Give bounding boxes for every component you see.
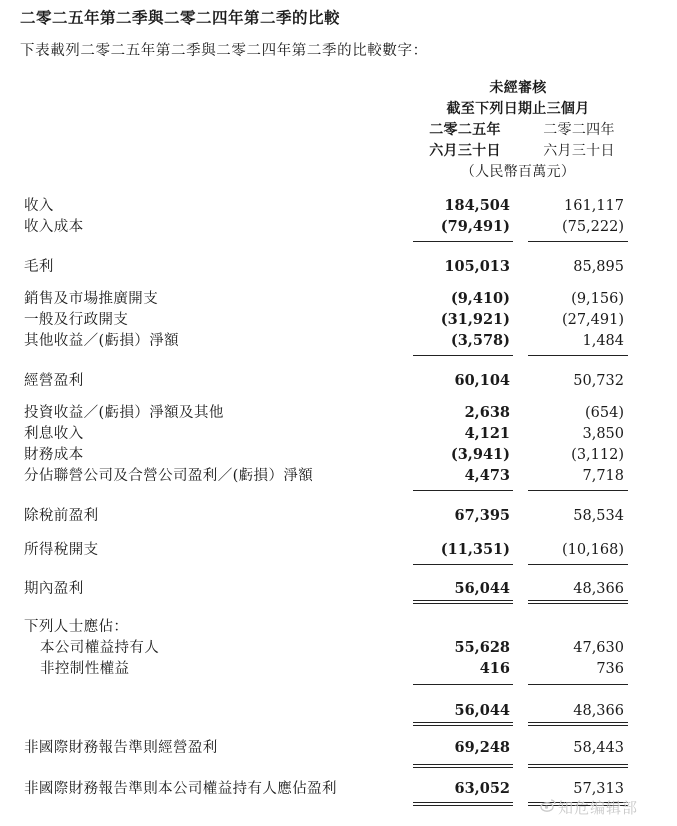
section-title: 二零二五年第二季與二零二四年第二季的比較 [20,8,341,27]
row-value-2025-income-tax: (11,351) [440,541,510,558]
double-underline [528,722,628,723]
row-label-non-controlling: 非控制性權益 [40,661,130,677]
double-underline [413,767,513,768]
row-value-2024-non-ifrs-attributable-profit: 57,313 [573,781,624,797]
row-label-cost-of-revenue: 收入成本 [24,219,84,235]
row-value-2024-interest-income: 3,850 [582,426,624,442]
audit-label: 未經審核 [489,80,547,96]
row-value-2025-interest-income: 4,121 [464,425,510,442]
row-value-2025-attributable-total: 56,044 [454,702,510,719]
row-value-2025-profit-before-tax: 67,395 [454,507,510,524]
row-value-2024-revenue: 161,117 [564,198,624,214]
double-underline [413,805,513,806]
unit-label: （人民幣百萬元） [460,164,576,180]
row-value-2025-revenue: 184,504 [444,197,510,214]
col1-date: 六月三十日 [429,143,501,159]
row-label-gross-profit: 毛利 [24,259,54,275]
row-value-2024-other-gains: 1,484 [582,333,624,349]
row-label-non-ifrs-operating-profit: 非國際財務報告準則經營盈利 [24,740,218,756]
row-value-2024-admin-expenses: (27,491) [561,312,624,328]
double-underline [528,603,628,604]
double-underline [413,722,513,723]
row-value-2024-investment-gains: (654) [585,405,624,421]
row-value-2025-operating-profit: 60,104 [454,372,510,389]
intro-text: 下表載列二零二五年第二季與二零二四年第二季的比較數字： [20,43,428,59]
col2-year: 二零二四年 [543,122,615,138]
row-label-admin-expenses: 一般及行政開支 [24,312,129,328]
double-underline [528,725,628,726]
col1-year: 二零二五年 [429,122,501,138]
row-label-non-ifrs-attributable-profit: 非國際財務報告準則本公司權益持有人應佔盈利 [24,781,337,797]
subtotal-line [528,684,628,685]
row-value-2025-cost-of-revenue: (79,491) [440,218,510,235]
row-value-2024-equity-holders: 47,630 [573,640,624,656]
col2-date: 六月三十日 [543,143,615,159]
row-value-2025-non-controlling: 416 [479,660,510,677]
row-value-2024-profit-for-period: 48,366 [573,581,624,597]
double-underline [413,600,513,601]
row-value-2024-attributable-total: 48,366 [573,703,624,719]
subtotal-line [413,490,513,491]
row-label-revenue: 收入 [24,198,54,214]
double-underline [528,764,628,765]
row-label-attributable-to: 下列人士應佔： [24,619,129,635]
row-label-profit-before-tax: 除稅前盈利 [24,508,99,524]
row-value-2024-finance-costs: (3,112) [571,447,624,463]
row-value-2025-other-gains: (3,578) [450,332,510,349]
subtotal-line [413,684,513,685]
row-label-investment-gains: 投資收益／(虧損）淨額及其他 [24,405,224,421]
row-value-2025-admin-expenses: (31,921) [440,311,510,328]
row-value-2024-selling-expenses: (9,156) [571,291,624,307]
row-label-share-of-associates: 分佔聯營公司及合營公司盈利／(虧損）淨額 [24,468,314,484]
row-label-interest-income: 利息收入 [24,426,84,442]
row-value-2025-gross-profit: 105,013 [444,258,510,275]
weibo-icon [540,797,556,813]
row-value-2025-non-ifrs-operating-profit: 69,248 [454,739,510,756]
row-value-2024-share-of-associates: 7,718 [582,468,624,484]
row-value-2025-selling-expenses: (9,410) [450,290,510,307]
row-value-2024-operating-profit: 50,732 [573,373,624,389]
row-label-profit-for-period: 期內盈利 [24,581,84,597]
row-value-2024-income-tax: (10,168) [561,542,624,558]
row-label-income-tax: 所得稅開支 [24,542,99,558]
period-label: 截至下列日期止三個月 [446,101,590,117]
row-value-2024-non-ifrs-operating-profit: 58,443 [573,740,624,756]
row-value-2024-gross-profit: 85,895 [573,259,624,275]
row-value-2025-share-of-associates: 4,473 [464,467,510,484]
subtotal-line [528,355,628,356]
subtotal-line [413,355,513,356]
double-underline [413,802,513,803]
double-underline [413,764,513,765]
row-value-2025-profit-for-period: 56,044 [454,580,510,597]
row-label-finance-costs: 財務成本 [24,447,84,463]
row-value-2025-equity-holders: 55,628 [454,639,510,656]
double-underline [413,603,513,604]
row-value-2024-non-controlling: 736 [596,661,624,677]
row-label-selling-expenses: 銷售及市場推廣開支 [24,291,159,307]
row-label-operating-profit: 經營盈利 [24,373,84,389]
row-label-other-gains: 其他收益／(虧損）淨額 [24,333,180,349]
double-underline [413,725,513,726]
double-underline [528,767,628,768]
subtotal-line [528,241,628,242]
double-underline [528,600,628,601]
subtotal-line [413,564,513,565]
subtotal-line [528,564,628,565]
row-value-2025-finance-costs: (3,941) [450,446,510,463]
row-label-equity-holders: 本公司權益持有人 [40,640,160,656]
row-value-2025-investment-gains: 2,638 [464,404,510,421]
row-value-2024-profit-before-tax: 58,534 [573,508,624,524]
row-value-2024-cost-of-revenue: (75,222) [561,219,624,235]
watermark-text: 知危编辑部 [558,799,639,817]
subtotal-line [528,490,628,491]
row-value-2025-non-ifrs-attributable-profit: 63,052 [454,780,510,797]
subtotal-line [413,241,513,242]
